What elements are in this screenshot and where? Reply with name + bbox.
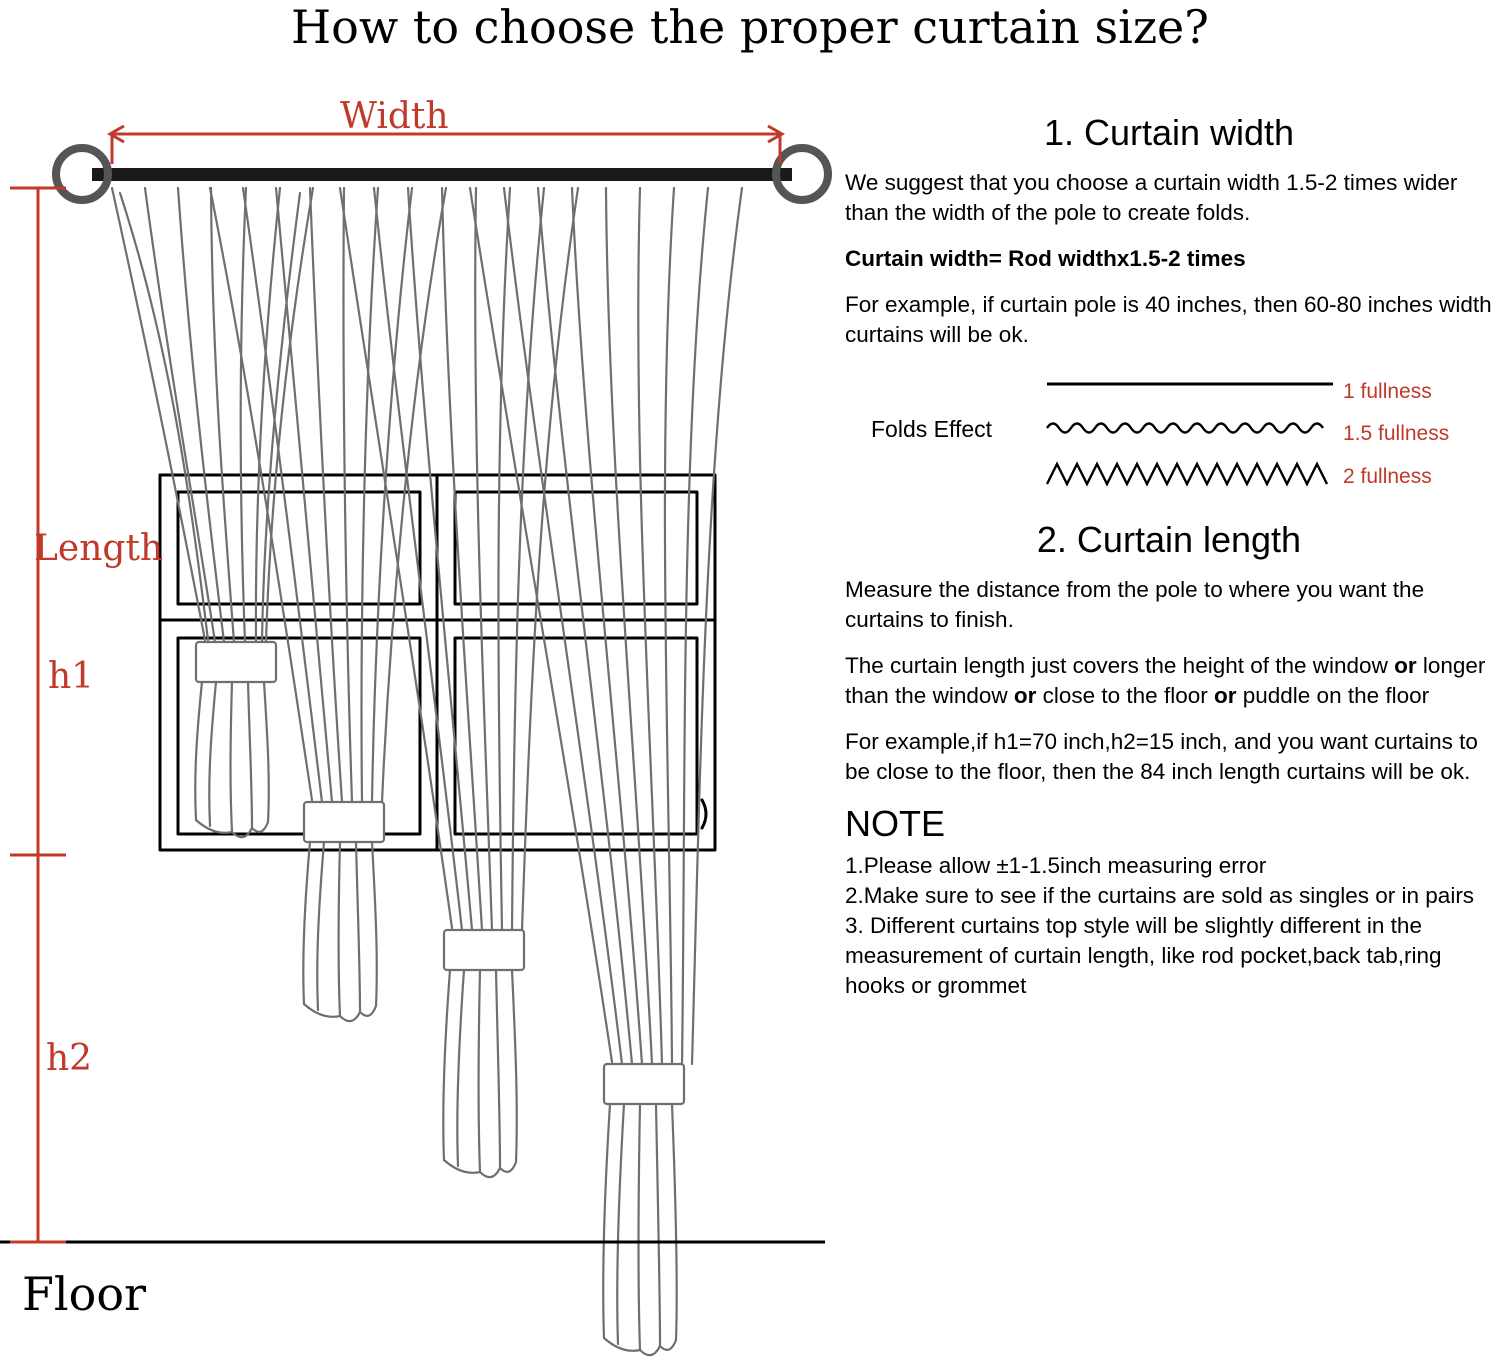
page-title: How to choose the proper curtain size? bbox=[291, 0, 1209, 54]
width-formula: Curtain width= Rod widthx1.5-2 times bbox=[845, 246, 1246, 271]
note-item-3: 3. Different curtains top style will be slightly different in the measurement of curtain length, like rod pocket,back tab,ring hooks or grommet bbox=[845, 913, 1442, 998]
label-length: Length bbox=[34, 528, 164, 569]
length-paragraph-1: Measure the distance from the pole to where you want the curtains to finish. bbox=[845, 577, 1425, 632]
width-paragraph-1: We suggest that you choose a curtain width 1.5-2 times wider than the width of the pole to create folds. bbox=[845, 170, 1458, 225]
section-heading-length: 2. Curtain length bbox=[1036, 519, 1302, 560]
width-example: For example, if curtain pole is 40 inches, then 60-80 inches width curtains will be ok. bbox=[845, 292, 1492, 347]
guide-text-column bbox=[845, 112, 1493, 1001]
folds-effect-label: Folds Effect bbox=[871, 416, 993, 442]
label-h2: h2 bbox=[46, 1038, 93, 1079]
folds-waves bbox=[1045, 366, 1335, 501]
length-p2-or-2: or bbox=[1013, 683, 1037, 708]
section-heading-width: 1. Curtain width bbox=[1043, 112, 1295, 153]
section-heading-note: NOTE bbox=[845, 803, 946, 844]
length-paragraph-2 bbox=[845, 651, 1493, 711]
length-example: For example,if h1=70 inch,h2=15 inch, and you want curtains to be close to the floor, then the 84 inch length curtains will be ok. bbox=[845, 729, 1478, 784]
length-p2-e: puddle on the floor bbox=[1236, 683, 1430, 708]
fullness-label-3: 2 fullness bbox=[1343, 465, 1432, 488]
length-p2-or-3: or bbox=[1213, 683, 1237, 708]
curtain-diagram bbox=[0, 60, 840, 1364]
note-item-1: 1.Please allow ±1-1.5inch measuring error bbox=[845, 853, 1267, 878]
fullness-label-2: 1.5 fullness bbox=[1343, 422, 1450, 445]
label-h1: h1 bbox=[48, 656, 95, 697]
fullness-label-1: 1 fullness bbox=[1343, 380, 1432, 403]
length-p2-a: The curtain length just covers the height of the window bbox=[845, 653, 1395, 678]
length-p2-c: longer than the window bbox=[845, 653, 1486, 708]
label-floor: Floor bbox=[22, 1267, 147, 1321]
note-item-2: 2.Make sure to see if the curtains are sold as singles or in pairs bbox=[845, 883, 1475, 908]
folds-effect-figure bbox=[845, 366, 1493, 501]
note-list bbox=[845, 851, 1493, 1001]
label-width: Width bbox=[340, 96, 449, 137]
length-p2-d: close to the floor bbox=[1036, 683, 1214, 708]
length-p2-or-1: or bbox=[1394, 653, 1417, 678]
